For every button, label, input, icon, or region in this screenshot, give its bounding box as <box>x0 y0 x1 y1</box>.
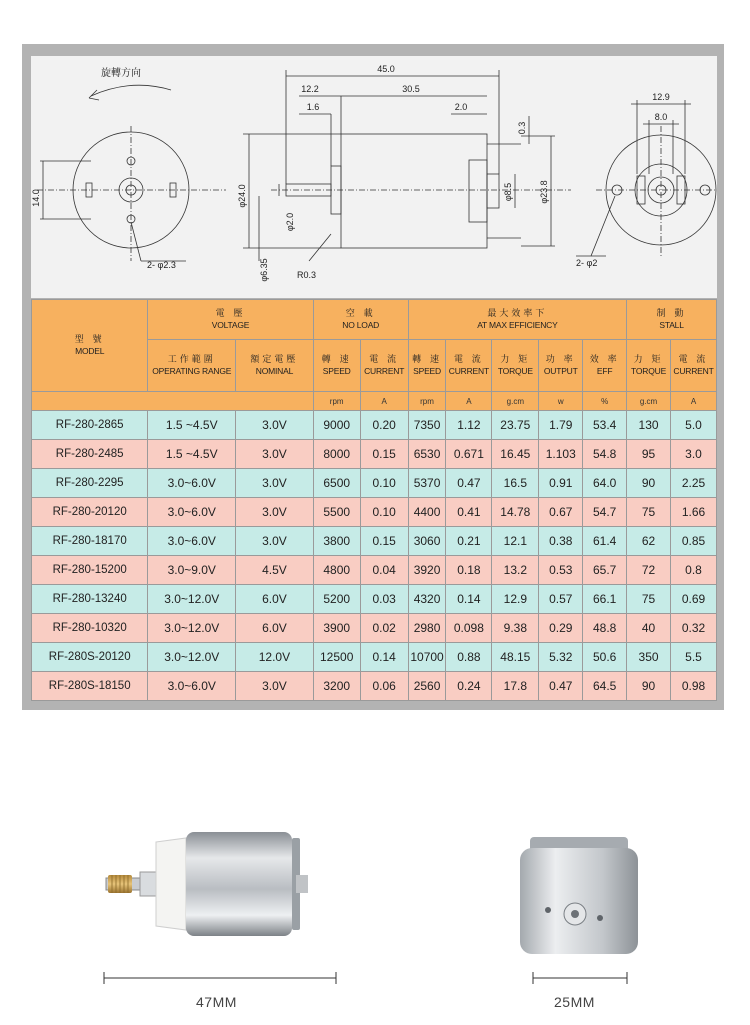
bearing-diameter-dim: φ8.5 <box>503 182 513 202</box>
value-cell: 5200 <box>313 585 360 614</box>
table-row <box>32 498 717 527</box>
stall-torque-header: 力 矩 TORQUE <box>627 340 671 392</box>
nominal-header: 額定電壓 NOMINAL <box>236 340 314 392</box>
value-cell: 54.8 <box>583 440 627 469</box>
value-cell: 0.47 <box>446 469 492 498</box>
value-cell: 2560 <box>408 672 446 701</box>
value-cell: 0.02 <box>360 614 408 643</box>
value-cell: 72 <box>627 556 671 585</box>
value-cell: 0.41 <box>446 498 492 527</box>
model-cell: RF-280S-18150 <box>32 672 148 701</box>
value-cell: 0.14 <box>446 585 492 614</box>
value-cell: 10700 <box>408 643 446 672</box>
value-cell: 0.15 <box>360 527 408 556</box>
table-row <box>32 469 717 498</box>
back-inner-dim: 8.0 <box>654 112 668 122</box>
value-cell: 14.78 <box>492 498 539 527</box>
value-cell: 40 <box>627 614 671 643</box>
value-cell: 23.75 <box>492 411 539 440</box>
value-cell: 1.5 ~4.5V <box>148 411 236 440</box>
back-width-dim: 12.9 <box>652 92 670 102</box>
value-cell: 0.91 <box>539 469 583 498</box>
value-cell: 0.53 <box>539 556 583 585</box>
value-cell: 0.32 <box>671 614 717 643</box>
value-cell: 0.671 <box>446 440 492 469</box>
value-cell: 3800 <box>313 527 360 556</box>
value-cell: 0.47 <box>539 672 583 701</box>
table-row <box>32 411 717 440</box>
boss-length-dim: 1.6 <box>306 102 320 112</box>
value-cell: 0.098 <box>446 614 492 643</box>
value-cell: 0.15 <box>360 440 408 469</box>
motor-side-photo <box>106 832 308 936</box>
value-cell: 53.4 <box>583 411 627 440</box>
value-cell: 7350 <box>408 411 446 440</box>
value-cell: 5.5 <box>671 643 717 672</box>
front-holes-dim: 2- φ2.3 <box>147 260 176 270</box>
value-cell: 4800 <box>313 556 360 585</box>
value-cell: 61.4 <box>583 527 627 556</box>
value-cell: 64.0 <box>583 469 627 498</box>
value-cell: 17.8 <box>492 672 539 701</box>
value-cell: 0.04 <box>360 556 408 585</box>
spec-table <box>31 299 717 701</box>
value-cell: 3.0~12.0V <box>148 643 236 672</box>
maxeff-torque-header: 力 矩 TORQUE <box>492 340 539 392</box>
value-cell: 54.7 <box>583 498 627 527</box>
side-view-body <box>341 134 487 248</box>
value-cell: 12.0V <box>236 643 314 672</box>
overall-length-dim: 45.0 <box>377 64 395 74</box>
value-cell: 3.0~6.0V <box>148 498 236 527</box>
model-cell: RF-280-2865 <box>32 411 148 440</box>
stall-current-header: 電 流 CURRENT <box>671 340 717 392</box>
value-cell: 3.0V <box>236 469 314 498</box>
value-cell: 3920 <box>408 556 446 585</box>
value-cell: 3.0V <box>236 440 314 469</box>
value-cell: 16.5 <box>492 469 539 498</box>
table-row <box>32 585 717 614</box>
value-cell: 3.0~12.0V <box>148 585 236 614</box>
value-cell: 64.5 <box>583 672 627 701</box>
value-cell: 65.7 <box>583 556 627 585</box>
body-length-dim: 30.5 <box>402 84 420 94</box>
model-cell: RF-280-15200 <box>32 556 148 585</box>
terminal-dim: 0.3 <box>517 121 527 135</box>
table-row <box>32 527 717 556</box>
value-cell: 66.1 <box>583 585 627 614</box>
product-photos <box>0 720 750 1020</box>
maxeff-speed-header: 轉 速 SPEED <box>408 340 446 392</box>
value-cell: 0.10 <box>360 498 408 527</box>
value-cell: 0.24 <box>446 672 492 701</box>
value-cell: 5.0 <box>671 411 717 440</box>
value-cell: 0.88 <box>446 643 492 672</box>
value-cell: 130 <box>627 411 671 440</box>
value-cell: 0.03 <box>360 585 408 614</box>
value-cell: 16.45 <box>492 440 539 469</box>
value-cell: 50.6 <box>583 643 627 672</box>
units-row <box>32 392 717 411</box>
value-cell: 75 <box>627 498 671 527</box>
value-cell: 12.1 <box>492 527 539 556</box>
shaft-tip-dim: φ6.35 <box>259 258 269 282</box>
shaft-length-dim: 12.2 <box>301 84 319 94</box>
voltage-header: 電 壓 VOLTAGE <box>148 300 313 340</box>
maxeff-header: 最大效率下 AT MAX EFFICIENCY <box>408 300 626 340</box>
value-cell: 13.2 <box>492 556 539 585</box>
unit-cell: A <box>446 392 492 411</box>
end-diameter-dim: φ23.8 <box>539 180 549 204</box>
unit-cell: A <box>360 392 408 411</box>
side-caption: 47MM <box>196 994 237 1010</box>
value-cell: 8000 <box>313 440 360 469</box>
value-cell: 1.79 <box>539 411 583 440</box>
back-holes-dim: 2- φ2 <box>576 258 598 268</box>
model-cell: RF-280S-20120 <box>32 643 148 672</box>
table-row <box>32 440 717 469</box>
value-cell: 95 <box>627 440 671 469</box>
value-cell: 9.38 <box>492 614 539 643</box>
table-row <box>32 556 717 585</box>
value-cell: 3.0V <box>236 527 314 556</box>
unit-cell: % <box>583 392 627 411</box>
value-cell: 3.0~6.0V <box>148 672 236 701</box>
noload-current-header: 電 流 CURRENT <box>360 340 408 392</box>
value-cell: 48.15 <box>492 643 539 672</box>
end-length-dim: 2.0 <box>454 102 468 112</box>
value-cell: 1.103 <box>539 440 583 469</box>
value-cell: 6530 <box>408 440 446 469</box>
model-cell: RF-280-13240 <box>32 585 148 614</box>
value-cell: 0.29 <box>539 614 583 643</box>
value-cell: 1.5 ~4.5V <box>148 440 236 469</box>
value-cell: 0.18 <box>446 556 492 585</box>
body-diameter-dim: φ24.0 <box>237 184 247 208</box>
table-row <box>32 643 717 672</box>
value-cell: 1.66 <box>671 498 717 527</box>
value-cell: 0.14 <box>360 643 408 672</box>
model-cell: RF-280-20120 <box>32 498 148 527</box>
value-cell: 3.0V <box>236 672 314 701</box>
value-cell: 2980 <box>408 614 446 643</box>
table-header-row-1 <box>32 300 717 340</box>
front-height-dim: 14.0 <box>31 189 41 207</box>
radius-dim: R0.3 <box>297 270 317 280</box>
units-spacer <box>32 392 314 411</box>
dimension-drawing <box>31 56 717 298</box>
model-cell: RF-280-10320 <box>32 614 148 643</box>
end-caption: 25MM <box>554 994 595 1010</box>
table-row <box>32 672 717 701</box>
table-row <box>32 614 717 643</box>
unit-cell: rpm <box>313 392 360 411</box>
model-cell: RF-280-2485 <box>32 440 148 469</box>
operating-header: 工作範圍 OPERATING RANGE <box>148 340 236 392</box>
model-header: 型 號 MODEL <box>32 300 148 392</box>
unit-cell: g.cm <box>492 392 539 411</box>
value-cell: 3.0 <box>671 440 717 469</box>
value-cell: 0.21 <box>446 527 492 556</box>
stall-header: 制 動 STALL <box>627 300 717 340</box>
value-cell: 6.0V <box>236 585 314 614</box>
value-cell: 0.8 <box>671 556 717 585</box>
value-cell: 0.98 <box>671 672 717 701</box>
value-cell: 48.8 <box>583 614 627 643</box>
value-cell: 4.5V <box>236 556 314 585</box>
value-cell: 3.0V <box>236 411 314 440</box>
value-cell: 0.67 <box>539 498 583 527</box>
value-cell: 0.38 <box>539 527 583 556</box>
value-cell: 0.57 <box>539 585 583 614</box>
value-cell: 350 <box>627 643 671 672</box>
value-cell: 4320 <box>408 585 446 614</box>
value-cell: 3.0V <box>236 498 314 527</box>
rotation-label: 旋轉方向 <box>101 68 141 79</box>
value-cell: 0.10 <box>360 469 408 498</box>
value-cell: 3.0~12.0V <box>148 614 236 643</box>
unit-cell: A <box>671 392 717 411</box>
value-cell: 9000 <box>313 411 360 440</box>
value-cell: 6500 <box>313 469 360 498</box>
value-cell: 5370 <box>408 469 446 498</box>
motor-end-photo <box>520 837 638 954</box>
value-cell: 0.06 <box>360 672 408 701</box>
maxeff-eff-header: 效 率 EFF <box>583 340 627 392</box>
model-cell: RF-280-2295 <box>32 469 148 498</box>
value-cell: 3.0~6.0V <box>148 469 236 498</box>
maxeff-current-header: 電 流 CURRENT <box>446 340 492 392</box>
value-cell: 5.32 <box>539 643 583 672</box>
value-cell: 3.0~6.0V <box>148 527 236 556</box>
value-cell: 6.0V <box>236 614 314 643</box>
value-cell: 75 <box>627 585 671 614</box>
value-cell: 3200 <box>313 672 360 701</box>
model-cell: RF-280-18170 <box>32 527 148 556</box>
value-cell: 90 <box>627 672 671 701</box>
value-cell: 3060 <box>408 527 446 556</box>
value-cell: 0.20 <box>360 411 408 440</box>
unit-cell: rpm <box>408 392 446 411</box>
value-cell: 62 <box>627 527 671 556</box>
noload-header: 空 載 NO LOAD <box>313 300 408 340</box>
value-cell: 0.69 <box>671 585 717 614</box>
unit-cell: w <box>539 392 583 411</box>
value-cell: 4400 <box>408 498 446 527</box>
shaft-diameter-dim: φ2.0 <box>285 212 295 232</box>
value-cell: 3.0~9.0V <box>148 556 236 585</box>
spec-table-body <box>32 411 717 701</box>
value-cell: 0.85 <box>671 527 717 556</box>
maxeff-output-header: 功 率 OUTPUT <box>539 340 583 392</box>
value-cell: 90 <box>627 469 671 498</box>
value-cell: 1.12 <box>446 411 492 440</box>
noload-speed-header: 轉 速 SPEED <box>313 340 360 392</box>
value-cell: 2.25 <box>671 469 717 498</box>
value-cell: 5500 <box>313 498 360 527</box>
value-cell: 3900 <box>313 614 360 643</box>
value-cell: 12.9 <box>492 585 539 614</box>
unit-cell: g.cm <box>627 392 671 411</box>
value-cell: 12500 <box>313 643 360 672</box>
